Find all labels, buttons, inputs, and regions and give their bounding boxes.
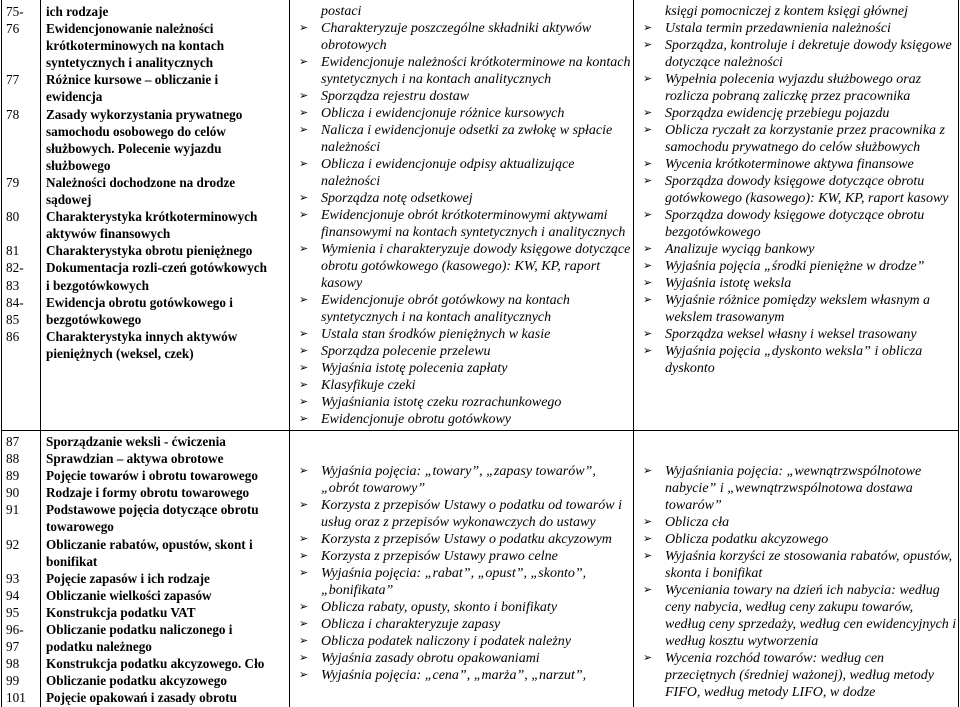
bullet-item <box>295 531 633 548</box>
bullet-text: Oblicza i ewidencjonuje odpisy aktualizujące należności <box>321 157 575 189</box>
arrow-bullet-icon: ➢ <box>299 396 309 408</box>
bullet-item <box>639 71 957 105</box>
lesson-numbers-2 <box>6 433 38 707</box>
arrow-bullet-icon: ➢ <box>643 260 653 272</box>
arrow-bullet-icon: ➢ <box>299 601 309 613</box>
bullet-item <box>295 20 633 54</box>
bullet-item <box>295 241 633 292</box>
bullet-item <box>295 156 633 190</box>
bullet-item <box>639 292 957 326</box>
bullet-item <box>295 463 633 497</box>
lesson-topics-1 <box>46 3 286 362</box>
bullet-text: Sporządza rejestru dostaw <box>321 89 470 104</box>
lesson-topic-line: Obliczanie rabatów, opustów, skont i <box>46 536 253 552</box>
arrow-bullet-icon: ➢ <box>299 379 309 391</box>
arrow-bullet-icon: ➢ <box>643 516 653 528</box>
bullet-item <box>295 497 633 531</box>
bullet-item <box>295 411 633 428</box>
bullet-text: Wypełnia polecenia wyjazdu służbowego oraz rozlicza pobraną zaliczkę przez pracownika <box>665 72 922 104</box>
arrow-bullet-icon: ➢ <box>299 533 309 545</box>
lesson-topic-line: służbowego <box>46 157 111 173</box>
lesson-topic-line: syntetycznych i analitycznych <box>46 55 214 71</box>
bullet-item <box>639 156 957 173</box>
arrow-bullet-icon: ➢ <box>299 328 309 340</box>
arrow-bullet-icon: ➢ <box>643 243 653 255</box>
bullet-text: Oblicza i ewidencjonuje różnice kursowych <box>321 106 565 121</box>
arrow-bullet-icon: ➢ <box>643 158 653 170</box>
bullet-text: Wycenia krótkoterminowe aktywa finansowe <box>665 157 914 172</box>
table-border-right <box>958 0 959 707</box>
bullet-item <box>295 377 633 394</box>
arrow-bullet-icon: ➢ <box>299 90 309 102</box>
bullet-text: Wyjaśnia pojęcia: „rabat”, „opust”, „skonto”, „bonifikata” <box>321 566 587 598</box>
arrow-bullet-icon: ➢ <box>643 465 653 477</box>
lesson-topic-line: podatku należnego <box>46 639 152 655</box>
bullet-text: Ewidencjonuje obrót krótkoterminowymi aktywami finansowymi na kontach syntetycznych i analitycznych <box>321 208 626 240</box>
lesson-topic-line: bonifikat <box>46 553 98 569</box>
bullet-item <box>295 326 633 343</box>
lesson-number: 93 <box>6 571 20 586</box>
right-intro-text: księgi pomocniczej z kontem księgi głównej <box>665 4 908 19</box>
arrow-bullet-icon: ➢ <box>643 294 653 306</box>
bullet-text: Analizuje wyciąg bankowy <box>665 242 815 257</box>
arrow-bullet-icon: ➢ <box>299 635 309 647</box>
bullet-item <box>295 105 633 122</box>
lesson-number: 76 <box>6 21 20 36</box>
arrow-bullet-icon: ➢ <box>299 567 309 579</box>
bullet-item <box>639 582 957 650</box>
bullet-text: Charakteryzuje poszczególne składniki aktywów obrotowych <box>321 21 592 53</box>
arrow-bullet-icon: ➢ <box>643 345 653 357</box>
bullet-text: Wyjaśniania pojęcia: „wewnątrzwspólnotowe nabycie” i „wewnątrzwspólnotowa dostawa towarów” <box>665 464 922 513</box>
table-divider-middle <box>633 0 634 707</box>
table-divider-topic <box>289 0 290 707</box>
bullet-item <box>639 207 957 241</box>
bullet-text: Sporządza dowody księgowe dotyczące obrotu bezgotówkowego <box>665 208 925 240</box>
lesson-topic-line: Charakterystyka krótkoterminowych <box>46 209 258 225</box>
arrow-bullet-icon: ➢ <box>299 192 309 204</box>
lesson-number: 99 <box>6 673 20 688</box>
lesson-number: 86 <box>6 329 20 344</box>
lesson-topic-line: Charakterystyka obrotu pieniężnego <box>46 243 253 259</box>
lesson-number <box>6 518 9 535</box>
arrow-bullet-icon: ➢ <box>299 669 309 681</box>
bullet-item <box>295 343 633 360</box>
arrow-bullet-icon: ➢ <box>643 277 653 289</box>
bullet-text: Sporządza notę odsetkowej <box>321 191 473 206</box>
bullet-item <box>639 258 957 275</box>
lesson-topics-2 <box>46 433 286 707</box>
bullet-text: Oblicza i charakteryzuje zapasy <box>321 617 501 632</box>
bullet-item <box>295 207 633 241</box>
bullet-text: Sporządza ewidencję przebiegu pojazdu <box>665 106 890 121</box>
bullet-item <box>639 37 957 71</box>
bullet-text: Sporządza polecenie przelewu <box>321 344 491 359</box>
bullet-item <box>639 343 957 377</box>
bullet-text: Wyjaśnia pojęcia: „towary”, „zapasy towarów”, „obrót towarowy” <box>321 464 596 496</box>
bullet-text: Klasyfikuje czeki <box>321 378 416 393</box>
bullet-item <box>639 275 957 292</box>
learning-outcomes-right-2 <box>639 463 957 701</box>
lesson-topic-line: Obliczanie wielkości zapasów <box>46 587 212 603</box>
lesson-topic-line: samochodu osobowego do celów <box>46 123 226 139</box>
lesson-number: 92 <box>6 537 20 552</box>
bullet-item <box>295 616 633 633</box>
learning-outcomes-middle-2 <box>295 463 633 684</box>
lesson-topic-line: krótkoterminowych na kontach <box>46 38 225 54</box>
arrow-bullet-icon: ➢ <box>299 158 309 170</box>
bullet-text: Sporządza weksel własny i weksel trasowany <box>665 327 917 342</box>
arrow-bullet-icon: ➢ <box>643 107 653 119</box>
bullet-text: Oblicza ryczałt za korzystanie przez pracownika z samochodu prywatnego do celów służbowych <box>665 123 945 155</box>
arrow-bullet-icon: ➢ <box>643 22 653 34</box>
lesson-topic-line: służbowych. Polecenie wyjazdu <box>46 140 222 156</box>
arrow-bullet-icon: ➢ <box>299 465 309 477</box>
bullet-item <box>295 667 633 684</box>
lesson-number: 91 <box>6 502 20 517</box>
lesson-topic-line: Należności dochodzone na drodze <box>46 174 236 190</box>
lesson-number: 87 <box>6 434 20 449</box>
arrow-bullet-icon: ➢ <box>299 124 309 136</box>
lesson-number: 94 <box>6 588 20 603</box>
bullet-item <box>639 650 957 701</box>
bullet-item <box>639 105 957 122</box>
bullet-item <box>639 122 957 156</box>
bullet-item <box>639 326 957 343</box>
lesson-number <box>6 140 9 157</box>
arrow-bullet-icon: ➢ <box>299 243 309 255</box>
bullet-item <box>295 88 633 105</box>
bullet-text: Wyjaśnia istotę weksla <box>665 276 792 291</box>
lesson-topic-line: Różnice kursowe – obliczanie i <box>46 72 219 88</box>
lesson-topic-line: Rodzaje i formy obrotu towarowego <box>46 485 250 501</box>
lesson-number <box>6 191 9 208</box>
lesson-topic-line: Konstrukcja podatku akcyzowego. Cło <box>46 656 265 672</box>
bullet-item <box>639 514 957 531</box>
lesson-number: 90 <box>6 485 20 500</box>
lesson-number: 78 <box>6 107 20 122</box>
lesson-number: 77 <box>6 72 20 87</box>
bullet-item <box>295 122 633 156</box>
bullet-item <box>295 54 633 88</box>
lesson-topic-line: ich rodzaje <box>46 4 109 19</box>
arrow-bullet-icon: ➢ <box>299 362 309 374</box>
bullet-item <box>639 463 957 514</box>
arrow-bullet-icon: ➢ <box>299 618 309 630</box>
arrow-bullet-icon: ➢ <box>643 39 653 51</box>
arrow-bullet-icon: ➢ <box>643 175 653 187</box>
arrow-bullet-icon: ➢ <box>643 328 653 340</box>
lesson-number <box>6 553 9 570</box>
lesson-topic-line: sądowej <box>46 192 92 208</box>
lesson-number: 83 <box>6 278 20 293</box>
lesson-topic-line: Charakterystyka innych aktywów <box>46 328 238 344</box>
lesson-topic-line: Dokumentacja rozli-czeń gotówkowych <box>46 260 267 276</box>
arrow-bullet-icon: ➢ <box>643 209 653 221</box>
arrow-bullet-icon: ➢ <box>299 209 309 221</box>
bullet-item <box>639 531 957 548</box>
bullet-text: Wycenia rozchód towarów: według cen przeciętnych (średniej ważonej), według metody FIFO, według metody LIFO, w dodze <box>665 651 934 700</box>
lesson-number: 84- <box>6 295 24 310</box>
bullet-item <box>295 360 633 377</box>
lesson-number: 82- <box>6 260 24 275</box>
lesson-number: 88 <box>6 451 20 466</box>
bullet-item <box>295 190 633 207</box>
arrow-bullet-icon: ➢ <box>643 73 653 85</box>
bullet-text: Wymienia i charakteryzuje dowody księgowe dotyczące obrotu gotówkowego (kasowego): KW, KP, raport kasowy <box>321 242 631 291</box>
table-border-left <box>1 0 2 707</box>
bullet-text: Oblicza cła <box>665 515 730 530</box>
lesson-topic-line: aktywów finansowych <box>46 226 171 242</box>
bullet-text: Nalicza i ewidencjonuje odsetki za zwłokę w spłacie należności <box>321 123 613 155</box>
bullet-text: Oblicza podatek naliczony i podatek należny <box>321 634 571 649</box>
bullet-text: Ewidencjonuje obrót gotówkowy na kontach syntetycznych i na kontach analitycznych <box>321 293 570 325</box>
bullet-item <box>295 633 633 650</box>
bullet-text: Sporządza dowody księgowe dotyczące obrotu gotówkowego (kasowego): KW, KP, raport kasowy <box>665 174 949 206</box>
bullet-text: Ewidencjonuje obrotu gotówkowy <box>321 412 512 427</box>
bullet-text: Wyjaśnia korzyści ze stosowania rabatów, opustów, skonta i bonifikat <box>665 549 953 581</box>
lesson-number: 101 <box>6 690 26 705</box>
arrow-bullet-icon: ➢ <box>643 584 653 596</box>
arrow-bullet-icon: ➢ <box>299 56 309 68</box>
lesson-number: 85 <box>6 312 20 327</box>
lesson-topic-line: Pojęcie towarów i obrotu towarowego <box>46 468 258 484</box>
bullet-item <box>295 548 633 565</box>
middle-intro-text: postaci <box>321 4 362 19</box>
lesson-topic-line: Obliczanie podatku akcyzowego <box>46 673 227 689</box>
bullet-text: Wyjaśniania istotę czeku rozrachunkowego <box>321 395 562 410</box>
arrow-bullet-icon: ➢ <box>299 499 309 511</box>
bullet-text: Wyjaśnia pojęcia „dyskonto weksla” i oblicza dyskonto <box>665 344 923 376</box>
table-divider-num <box>40 0 41 707</box>
lesson-topic-line: Sprawdzian – aktywa obrotowe <box>46 451 224 467</box>
lesson-number: 95 <box>6 605 20 620</box>
bullet-item <box>295 565 633 599</box>
bullet-text: Wyjaśnia pojęcia „środki pieniężne w drodze” <box>665 259 925 274</box>
bullet-item <box>295 394 633 411</box>
bullet-text: Korzysta z przepisów Ustawy o podatku od towarów i usług oraz z przepisów wykonawczych do ustawy <box>321 498 623 530</box>
bullet-item <box>295 599 633 616</box>
bullet-text: Wyjaśnia pojęcia: „cena”, „marża”, „narzut”, <box>321 668 587 683</box>
lesson-number: 96- <box>6 622 24 637</box>
lesson-topic-line: pieniężnych (weksel, czek) <box>46 345 194 361</box>
arrow-bullet-icon: ➢ <box>299 294 309 306</box>
lesson-topic-line: Ewidencjonowanie należności <box>46 21 214 37</box>
bullet-text: Wyjaśnia zasady obrotu opakowaniami <box>321 651 540 666</box>
bullet-item <box>639 20 957 37</box>
lesson-number: 81 <box>6 243 20 258</box>
lesson-number: 98 <box>6 656 20 671</box>
arrow-bullet-icon: ➢ <box>643 124 653 136</box>
bullet-text: Wyjaśnie różnice pomiędzy wekslem własnym a wekslem trasowanym <box>665 293 931 325</box>
lesson-number: 97 <box>6 639 20 654</box>
lesson-topic-line: Konstrukcja podatku VAT <box>46 604 196 620</box>
learning-outcomes-right-1 <box>639 3 957 377</box>
lesson-topic-line: i bezgotówkowych <box>46 277 149 293</box>
bullet-item <box>295 650 633 667</box>
bullet-text: Ewidencjonuje należności krótkoterminowe na kontach syntetycznych i na kontach analitycznych <box>321 55 631 87</box>
arrow-bullet-icon: ➢ <box>299 413 309 425</box>
lesson-numbers-1 <box>6 3 38 362</box>
arrow-bullet-icon: ➢ <box>299 107 309 119</box>
bullet-text: Ustala stan środków pieniężnych w kasie <box>321 327 551 342</box>
learning-outcomes-middle-1 <box>295 3 633 428</box>
lesson-topic-line: towarowego <box>46 519 114 535</box>
lesson-topic-line: ewidencja <box>46 89 103 105</box>
table-row-separator <box>1 430 959 431</box>
arrow-bullet-icon: ➢ <box>299 345 309 357</box>
lesson-topic-line: Pojęcie opakowań i zasady obrotu <box>46 690 237 706</box>
bullet-text: Ustala termin przedawnienia należności <box>665 21 891 36</box>
arrow-bullet-icon: ➢ <box>643 550 653 562</box>
lesson-topic-line: Zasady wykorzystania prywatnego <box>46 106 243 122</box>
lesson-topic-line: Podstawowe pojęcia dotyczące obrotu <box>46 502 259 518</box>
lesson-number: 80 <box>6 209 20 224</box>
bullet-text: Oblicza rabaty, opusty, skonto i bonifikaty <box>321 600 558 615</box>
lesson-topic-line: Obliczanie podatku naliczonego i <box>46 622 233 638</box>
arrow-bullet-icon: ➢ <box>643 533 653 545</box>
lesson-number <box>6 123 9 140</box>
lesson-topic-line: Pojęcie zapasów i ich rodzaje <box>46 570 210 586</box>
bullet-text: Korzysta z przepisów Ustawy o podatku akcyzowym <box>321 532 612 547</box>
bullet-text: Wyjaśnia istotę polecenia zapłaty <box>321 361 508 376</box>
arrow-bullet-icon: ➢ <box>299 652 309 664</box>
arrow-bullet-icon: ➢ <box>643 652 653 664</box>
bullet-text: Korzysta z przepisów Ustawy prawo celne <box>321 549 558 564</box>
lesson-topic-line: Sporządzanie weksli - ćwiczenia <box>46 434 226 449</box>
bullet-item <box>639 241 957 258</box>
arrow-bullet-icon: ➢ <box>299 22 309 34</box>
bullet-text: Oblicza podatku akcyzowego <box>665 532 829 547</box>
lesson-topic-line: bezgotówkowego <box>46 311 142 327</box>
lesson-topic-line: Ewidencja obrotu gotówkowego i <box>46 294 233 310</box>
lesson-number: 75- <box>6 4 24 19</box>
bullet-item <box>295 292 633 326</box>
bullet-item <box>639 173 957 207</box>
lesson-number: 89 <box>6 468 20 483</box>
bullet-text: Wyceniania towary na dzień ich nabycia: według ceny nabycia, według ceny zakupu towarów, według ceny sprzedaży, według cen ewidencyjnych i według kosztu wytworzenia <box>665 583 957 649</box>
bullet-text: Sporządza, kontroluje i dekretuje dowody księgowe dotyczące należności <box>665 38 952 70</box>
arrow-bullet-icon: ➢ <box>299 550 309 562</box>
bullet-item <box>639 548 957 582</box>
lesson-number: 79 <box>6 175 20 190</box>
